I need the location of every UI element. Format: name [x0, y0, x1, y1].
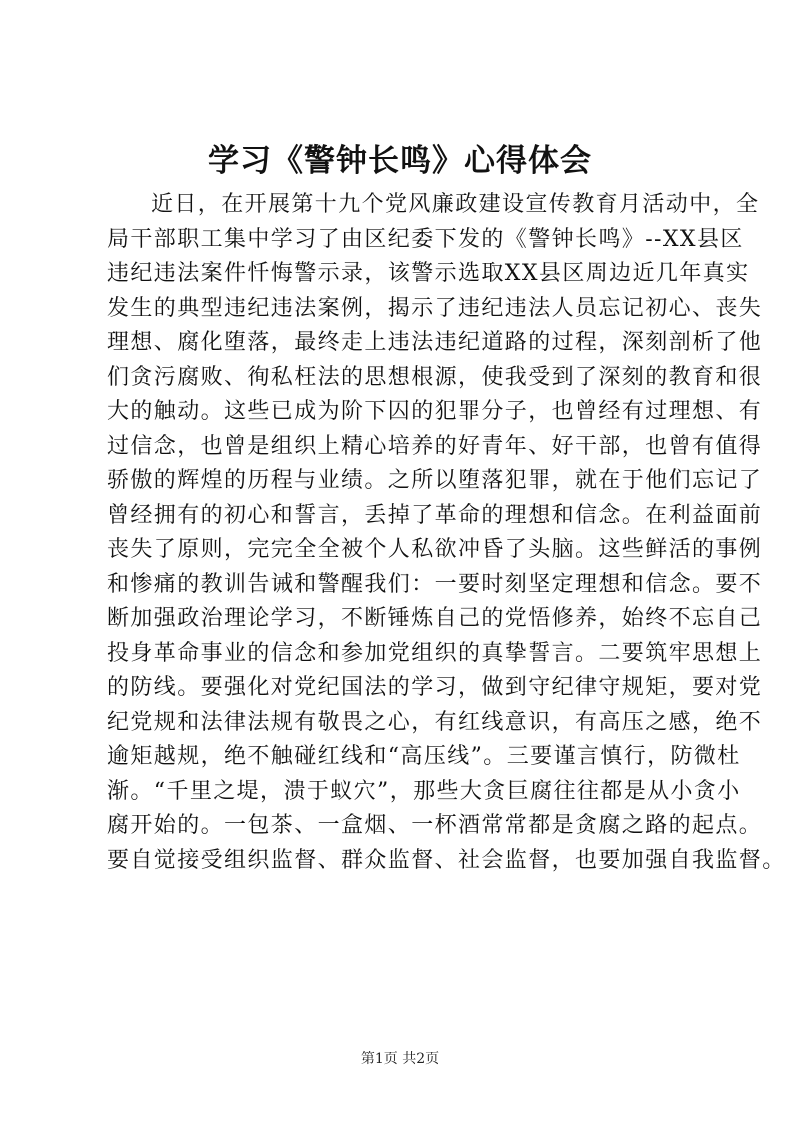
- body-line: 违纪违法案件忏悔警示录，该警示选取XX县区周边近几年真实: [107, 261, 750, 286]
- body-line: 的防线。要强化对党纪国法的学习，做到守纪律守规矩，要对党: [107, 675, 763, 700]
- body-line: 们贪污腐败、徇私枉法的思想根源，使我受到了深刻的教育和很: [107, 364, 763, 390]
- body-line: 曾经拥有的初心和誓言，丢掉了革命的理想和信念。在利益面前: [107, 502, 763, 528]
- body-line: 渐。“千里之堤，溃于蚁穴”，那些大贪巨腐往往都是从小贪小: [107, 778, 741, 804]
- body-line: 理想、腐化堕落，最终走上违法违纪道路的过程，深刻剖析了他: [107, 330, 763, 355]
- body-line: 腐开始的。一包茶、一盒烟、一杯酒常常都是贪腐之路的起点。: [107, 813, 763, 838]
- body-line: 丧失了原则，完完全全被个人私欲冲昏了头脑。这些鲜活的事例: [107, 537, 763, 562]
- body-line: 纪党规和法律法规有敬畏之心，有红线意识，有高压之感，绝不: [107, 709, 763, 735]
- body-line: 过信念，也曾是组织上精心培养的好青年、好干部，也曾有值得: [107, 433, 763, 459]
- body-line: 逾矩越规，绝不触碰红线和“高压线”。三要谨言慎行，防微杜: [107, 744, 741, 769]
- body-line: 断加强政治理论学习，不断锤炼自己的党悟修养，始终不忘自己: [107, 606, 763, 631]
- document-body: [107, 188, 786, 878]
- body-line: 和惨痛的教训告诫和警醒我们：一要时刻坚定理想和信念。要不: [107, 571, 763, 597]
- body-line: 发生的典型违纪违法案例，揭示了违纪违法人员忘记初心、丧失: [107, 295, 763, 321]
- body-line: 近日，在开展第十九个党风廉政建设宣传教育月活动中，全: [151, 192, 760, 217]
- document-title: 学习《警钟长鸣》心得体会: [208, 143, 592, 179]
- body-line: 要自觉接受组织监督、群众监督、社会监督，也要加强自我监督。: [107, 847, 786, 873]
- body-line: 骄傲的辉煌的历程与业绩。之所以堕落犯罪，就在于他们忘记了: [107, 468, 763, 493]
- page-number: 第1页 共2页: [360, 1051, 440, 1067]
- body-line: 局干部职工集中学习了由区纪委下发的《警钟长鸣》--XX县区: [107, 226, 744, 252]
- body-line: 大的触动。这些已成为阶下囚的犯罪分子，也曾经有过理想、有: [107, 399, 763, 424]
- body-line: 投身革命事业的信念和参加党组织的真挚誓言。二要筑牢思想上: [107, 640, 763, 666]
